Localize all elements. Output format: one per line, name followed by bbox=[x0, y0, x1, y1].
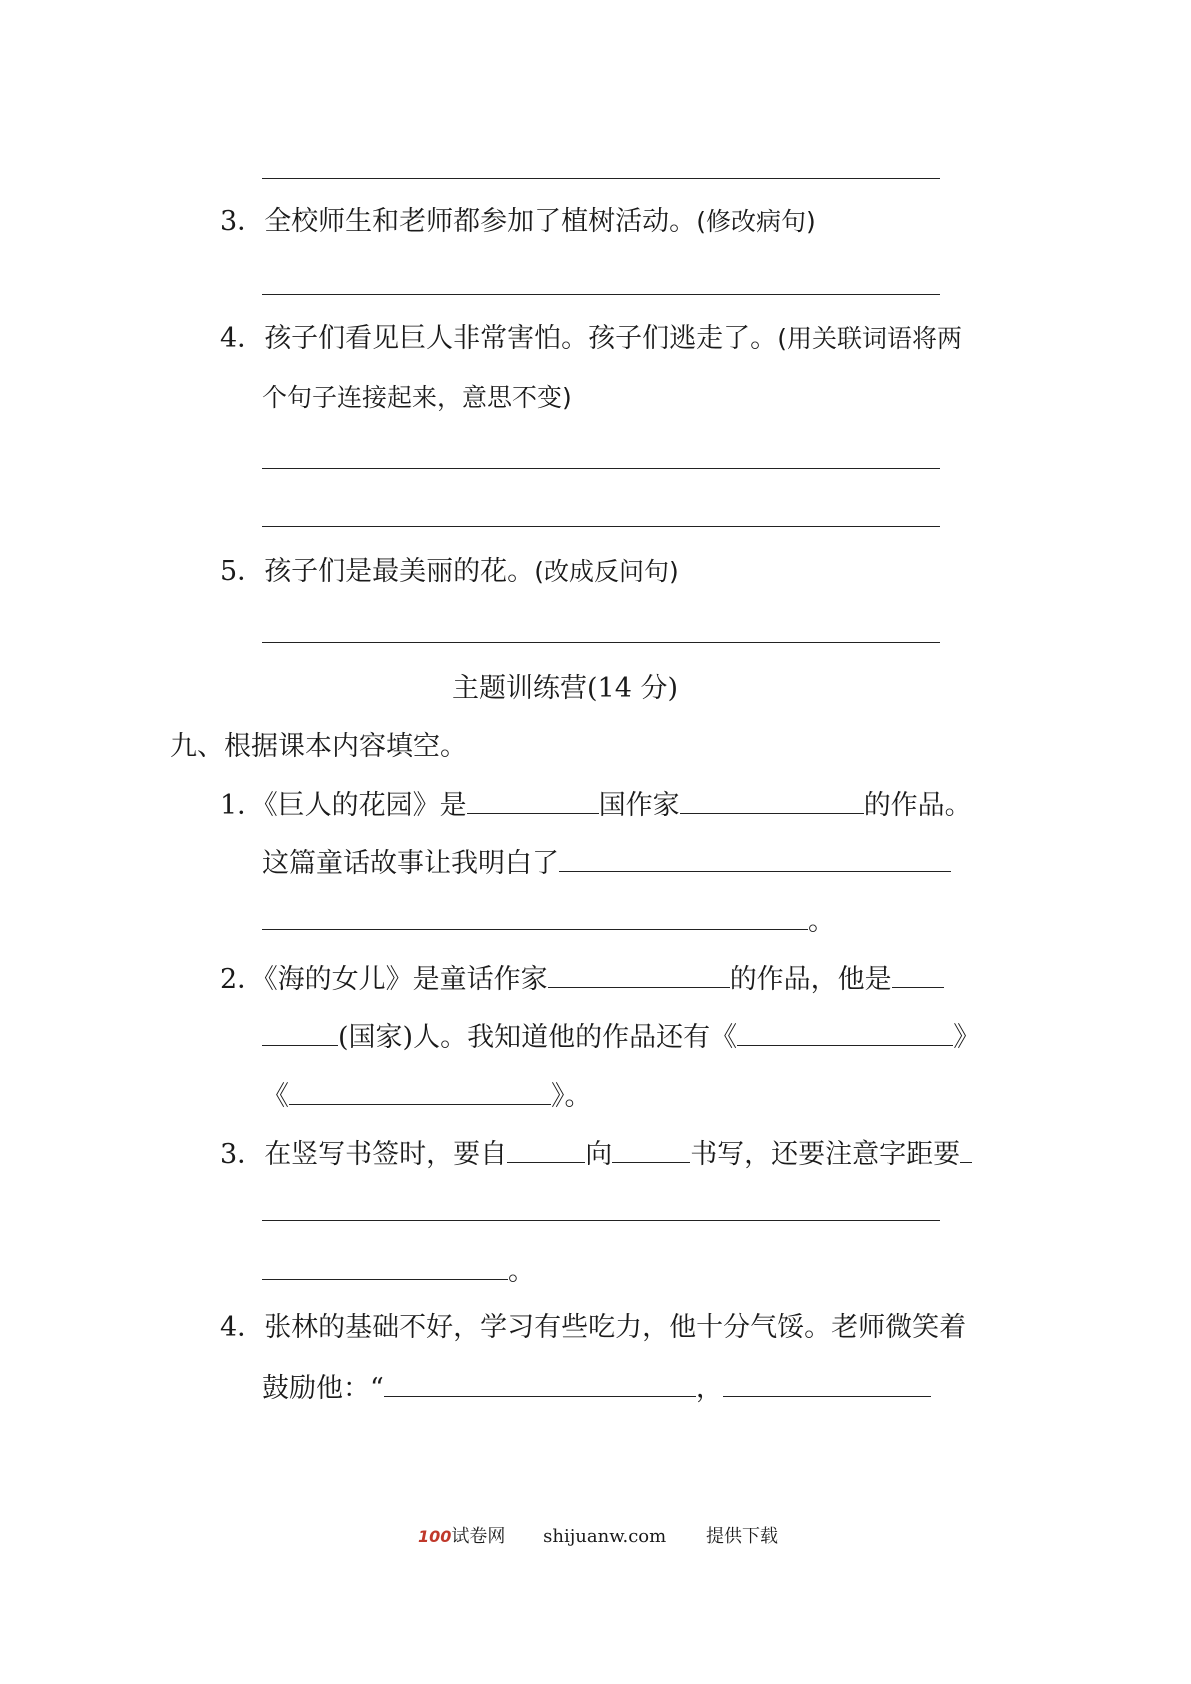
fill-blank[interactable] bbox=[289, 1078, 551, 1105]
fill-blank[interactable] bbox=[384, 1370, 696, 1397]
answer-line[interactable] bbox=[262, 294, 940, 295]
fill-question-3: 3．在竖写书签时，要自 向 书写，还要注意字距要 bbox=[220, 1136, 972, 1172]
fill-question-2-line2: (国家)人。我知道他的作品还有《 》 bbox=[262, 1019, 980, 1055]
question-number: 2． bbox=[220, 964, 265, 995]
question-5 bbox=[220, 555, 679, 589]
question-number: 4． bbox=[220, 1312, 265, 1343]
fill-blank[interactable] bbox=[559, 845, 951, 872]
question-text: 孩子们是最美丽的花。 bbox=[264, 556, 535, 587]
fill-question-2-line3: 《 》。 bbox=[262, 1078, 592, 1114]
answer-line[interactable] bbox=[262, 468, 940, 469]
answer-line[interactable] bbox=[262, 1220, 940, 1221]
download-text: 提供下载 bbox=[705, 1526, 778, 1547]
part-heading: 九、根据课本内容填空。 bbox=[170, 731, 467, 762]
question-note: (改成反问句) bbox=[534, 557, 679, 586]
fill-blank[interactable] bbox=[892, 961, 944, 988]
fill-question-1-line2: 这篇童话故事让我明白了 bbox=[262, 845, 951, 881]
fill-blank[interactable] bbox=[467, 787, 599, 814]
question-text: 全校师生和老师都参加了植树活动。 bbox=[264, 206, 697, 237]
fill-blank[interactable] bbox=[262, 1019, 338, 1046]
fill-blank[interactable] bbox=[723, 1370, 931, 1397]
site-domain[interactable]: shijuanw.com bbox=[543, 1526, 667, 1547]
page-footer bbox=[418, 1525, 778, 1549]
question-text: 孩子们看见巨人非常害怕。孩子们逃走了。 bbox=[264, 323, 778, 354]
fill-blank[interactable] bbox=[960, 1136, 972, 1163]
fill-blank[interactable] bbox=[612, 1136, 690, 1163]
fill-blank[interactable] bbox=[680, 787, 864, 814]
answer-line[interactable] bbox=[262, 642, 940, 643]
section-title: 主题训练营(14 分) bbox=[452, 673, 679, 704]
fill-blank[interactable] bbox=[262, 903, 808, 930]
fill-question-1-line3: 。 bbox=[262, 903, 835, 939]
fill-question-4: 4．张林的基础不好，学习有些吃力，他十分气馁。老师微笑着 bbox=[220, 1312, 967, 1343]
question-number: 1． bbox=[220, 790, 265, 821]
answer-line[interactable] bbox=[262, 178, 940, 179]
question-number: 3． bbox=[220, 206, 265, 237]
fill-blank[interactable] bbox=[737, 1019, 953, 1046]
question-4-note-continued: 个句子连接起来，意思不变) bbox=[262, 383, 572, 412]
fill-blank[interactable] bbox=[548, 961, 730, 988]
question-4 bbox=[220, 322, 962, 356]
site-logo: 100 bbox=[418, 1527, 452, 1546]
question-number: 4． bbox=[220, 323, 265, 354]
fill-question-3-line3: 。 bbox=[262, 1253, 535, 1289]
question-note: (用关联词语将两 bbox=[777, 324, 962, 353]
fill-blank[interactable] bbox=[507, 1136, 585, 1163]
answer-line[interactable] bbox=[262, 526, 940, 527]
site-name: 试卷网 bbox=[451, 1526, 506, 1547]
question-number: 5． bbox=[220, 556, 265, 587]
question-note: (修改病句) bbox=[696, 207, 816, 236]
fill-question-1: 1．《巨人的花园》是 国作家 的作品。 bbox=[220, 787, 972, 823]
fill-question-4-line2: 鼓励他：“ ， bbox=[262, 1370, 931, 1406]
question-3 bbox=[220, 205, 816, 239]
fill-question-2: 2．《海的女儿》是童话作家 的作品，他是 bbox=[220, 961, 944, 997]
question-number: 3． bbox=[220, 1139, 265, 1170]
fill-blank[interactable] bbox=[262, 1253, 508, 1280]
